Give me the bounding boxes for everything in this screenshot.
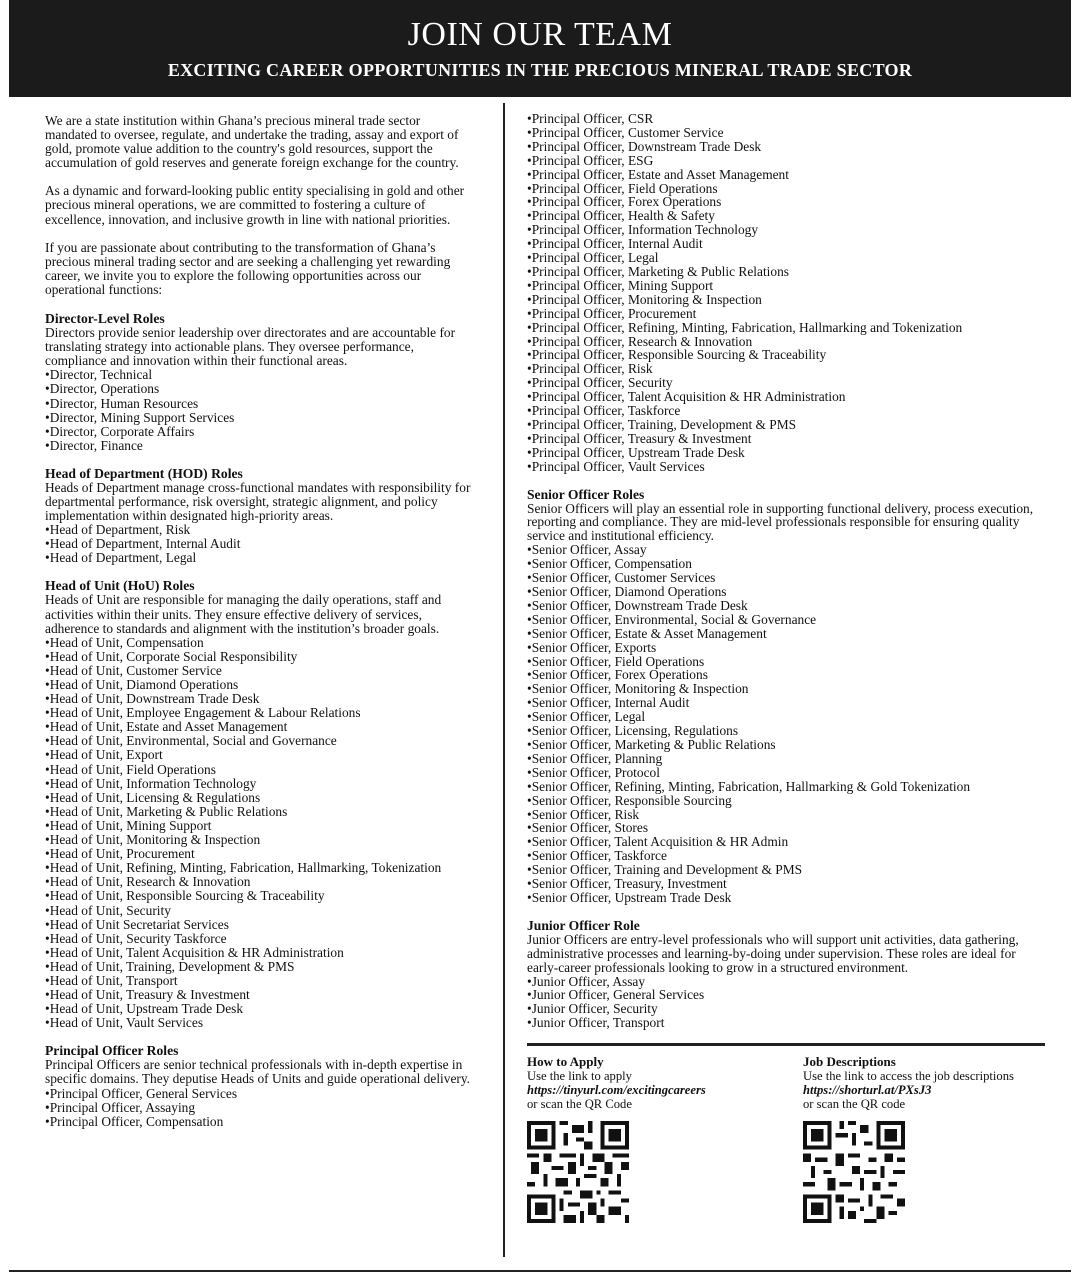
role-item: •Head of Unit, Treasury & Investment [45,987,250,1003]
role-item: •Principal Officer, Treasury & Investment [527,430,752,446]
role-item: •Head of Unit, Export [45,747,163,763]
intro-paragraph-2: As a dynamic and forward-looking public entity specialising in gold and other precious mineral operations, we are committed to fostering a culture of excellence, innovation, and inclusive growth in line with national priorities. [45,183,465,227]
role-item: •Principal Officer, Marketing & Public Relations [527,263,789,279]
role-item: •Senior Officer, Taskforce [527,848,667,864]
role-item: •Principal Officer, Taskforce [527,403,681,419]
role-item: •Senior Officer, Protocol [527,764,660,780]
role-item: •Head of Unit, Marketing & Public Relations [45,803,288,819]
role-item: •Head of Unit Secretariat Services [45,916,229,932]
section-description: Heads of Department manage cross-functional mandates with responsibility for departmental performance, risk oversight, strategic alignment, and policy implementation within designated high-priority areas. [45,479,471,524]
qr-code-icon[interactable] [527,1121,629,1223]
role-item: •Head of Unit, Training, Development & PMS [45,958,295,974]
role-item: •Head of Unit, Monitoring & Inspection [45,832,261,848]
role-item: •Head of Unit, Licensing & Regulations [45,789,261,805]
section-description: Principal Officers are senior technical professionals with in-depth expertise in specific domains. They deputise Heads of Units and guide operational delivery. [45,1057,471,1087]
role-item: •Principal Officer, Upstream Trade Desk [527,444,745,460]
role-item: •Senior Officer, Upstream Trade Desk [527,889,732,905]
role-item: •Senior Officer, Internal Audit [527,695,690,711]
role-item: •Director, Corporate Affairs [45,423,195,439]
jobdesc-link[interactable]: https://shorturl.at/PXsJ3 [803,1083,932,1098]
role-item: •Head of Unit, Customer Service [45,662,222,678]
role-item: •Head of Unit, Corporate Social Responsibility [45,648,298,664]
role-item: •Senior Officer, Training and Development & PMS [527,862,803,878]
role-item: •Head of Unit, Field Operations [45,761,216,777]
role-item: •Senior Officer, Planning [527,750,663,766]
role-item: •Head of Unit, Responsible Sourcing & Traceability [45,888,325,904]
role-item: •Head of Unit, Environmental, Social and Governance [45,733,337,749]
role-item: •Principal Officer, Customer Service [527,124,724,140]
role-list [45,1087,475,1129]
role-item: •Principal Officer, Training, Development & PMS [527,416,797,432]
qr-code-icon[interactable] [803,1121,905,1223]
role-item: •Senior Officer, Forex Operations [527,667,708,683]
role-item: •Principal Officer, Estate and Asset Management [527,166,789,182]
role-item: •Principal Officer, Refining, Minting, Fabrication, Hallmarking and Tokenization [527,319,963,335]
section-hod [45,466,475,566]
section-principal-continued [527,112,1047,474]
role-item: •Principal Officer, Field Operations [527,180,718,196]
role-item: •Head of Unit, Mining Support [45,817,212,833]
role-item: •Head of Unit, Diamond Operations [45,677,239,692]
role-item: •Principal Officer, Information Technology [527,222,759,238]
role-list [527,543,1047,905]
role-item: •Head of Department, Risk [45,522,191,538]
role-item: •Principal Officer, Compensation [45,1113,224,1129]
role-item: •Senior Officer, Legal [527,709,646,725]
jobdesc-heading: Job Descriptions [803,1054,896,1070]
role-item: •Senior Officer, Treasury, Investment [527,876,727,892]
role-item: •Junior Officer, General Services [527,987,705,1003]
role-item: •Head of Unit, Procurement [45,846,195,862]
role-list [45,636,475,1031]
role-item: •Director, Human Resources [45,395,199,411]
section-heading: Head of Department (HOD) Roles [45,465,243,481]
section-heading: Director-Level Roles [45,311,165,327]
role-item: •Principal Officer, Health & Safety [527,208,715,224]
role-item: •Principal Officer, Downstream Trade Desk [527,138,762,154]
role-item: •Senior Officer, Field Operations [527,653,705,669]
role-item: •Principal Officer, Procurement [527,305,697,321]
role-item: •Head of Unit, Transport [45,972,178,988]
section-heading: Head of Unit (HoU) Roles [45,578,195,594]
section-description: Junior Officers are entry-level professionals who will support unit activities, data gathering, administrative processes and learning-by-doing under supervision. These roles are ideal for early-career professionals looking to grow in a structured environment. [527,931,1019,975]
role-item: •Principal Officer, Forex Operations [527,194,722,210]
section-senior [527,487,1047,905]
role-item: •Head of Unit, Talent Acquisition & HR Administration [45,944,344,960]
role-item: •Head of Unit, Security Taskforce [45,930,227,946]
role-item: •Head of Unit, Employee Engagement & Labour Relations [45,705,361,721]
role-item: •Senior Officer, Compensation [527,556,692,572]
role-item: •Senior Officer, Stores [527,820,649,836]
role-item: •Senior Officer, Refining, Minting, Fabrication, Hallmarking & Gold Tokenization [527,778,971,794]
role-item: •Head of Department, Legal [45,550,197,566]
role-item: •Principal Officer, General Services [45,1085,238,1101]
job-descriptions [803,1055,1043,1223]
bottom-rule [9,1270,1071,1272]
role-item: •Senior Officer, Talent Acquisition & HR Admin [527,834,789,850]
role-item: •Senior Officer, Diamond Operations [527,584,727,599]
role-item: •Junior Officer, Security [527,1001,658,1017]
role-item: •Principal Officer, Assaying [45,1099,196,1115]
role-item: •Director, Operations [45,381,160,397]
role-item: •Director, Finance [45,437,143,453]
section-heading: Senior Officer Roles [527,486,645,502]
left-column [45,114,475,1142]
role-list [45,368,475,453]
role-item: •Principal Officer, Talent Acquisition & HR Administration [527,389,846,405]
role-item: •Senior Officer, Downstream Trade Desk [527,597,748,613]
role-item: •Senior Officer, Exports [527,639,657,655]
section-description: Heads of Unit are responsible for managing the daily operations, staff and activities within their units. They ensure effective delivery of services, adherence to standards and alignment with the institution’s broader goals. [45,592,442,636]
section-junior [527,918,1047,1030]
page-title: JOIN OUR TEAM [407,16,673,53]
role-item: •Principal Officer, Research & Innovation [527,333,753,349]
role-item: •Director, Technical [45,367,153,383]
role-item: •Senior Officer, Customer Services [527,570,716,586]
role-item: •Head of Unit, Downstream Trade Desk [45,691,260,707]
role-list [527,975,1047,1031]
role-item: •Junior Officer, Assay [527,973,646,989]
jobdesc-qr-text: or scan the QR code [803,1097,906,1112]
section-heading: Junior Officer Role [527,917,640,933]
role-item: •Junior Officer, Transport [527,1015,665,1031]
section-hou [45,578,475,1030]
role-item: •Head of Unit, Estate and Asset Management [45,719,288,735]
role-item: •Senior Officer, Estate & Asset Management [527,625,767,641]
section-description: Senior Officers will play an essential role in supporting functional delivery, process execution, reporting and compliance. They are mid-level professionals responsible for ensuring quality service and institutional efficiency. [527,500,1034,544]
role-item: •Senior Officer, Assay [527,542,647,558]
role-item: •Head of Unit, Security [45,902,171,918]
role-item: •Principal Officer, Internal Audit [527,236,703,252]
role-item: •Head of Department, Internal Audit [45,536,241,552]
role-item: •Principal Officer, Security [527,375,673,391]
role-item: •Head of Unit, Refining, Minting, Fabrication, Hallmarking, Tokenization [45,860,442,876]
apply-row [527,1055,1047,1223]
column-divider [503,103,505,1257]
role-item: •Senior Officer, Marketing & Public Relations [527,736,776,752]
intro-paragraph-3: If you are passionate about contributing to the transformation of Ghana’s precious mineral trading sector and are seeking a challenging yet rewarding career, we invite you to explore the following opportunities across our operational functions: [45,239,451,297]
role-item: •Director, Mining Support Services [45,409,235,425]
role-item: •Head of Unit, Research & Innovation [45,874,251,890]
intro-paragraph-1: We are a state institution within Ghana’s precious mineral trade sector mandated to oversee, regulate, and undertake the trading, assay and export of gold, promote value addition to the country's gold resources, support the accumulation of gold reserves and generate foreign exchange for the country. [45,113,459,171]
how-to-apply [527,1055,767,1223]
apply-text: Use the link to apply [527,1069,632,1084]
role-item: •Senior Officer, Responsible Sourcing [527,792,732,808]
role-item: •Head of Unit, Information Technology [45,775,257,791]
role-item: •Principal Officer, Vault Services [527,458,705,474]
role-item: •Senior Officer, Licensing, Regulations [527,723,739,739]
role-item: •Principal Officer, Risk [527,361,653,377]
role-item: •Principal Officer, Legal [527,250,659,266]
role-item: •Head of Unit, Compensation [45,634,204,650]
role-item: •Head of Unit, Upstream Trade Desk [45,1001,244,1017]
role-list [527,112,1047,474]
page-subtitle: EXCITING CAREER OPPORTUNITIES IN THE PRECIOUS MINERAL TRADE SECTOR [167,60,913,80]
apply-qr-text: or scan the QR Code [527,1097,632,1112]
apply-heading: How to Apply [527,1054,604,1070]
apply-link[interactable]: https://tinyurl.com/excitingcareers [527,1083,706,1098]
jobdesc-text: Use the link to access the job descriptions [803,1069,1014,1084]
section-description: Directors provide senior leadership over directorates and are accountable for translating strategy into actionable plans. They oversee performance, compliance and innovation within their functional areas. [45,325,456,369]
role-item: •Senior Officer, Risk [527,806,640,822]
role-item: •Senior Officer, Monitoring & Inspection [527,681,749,697]
role-item: •Senior Officer, Environmental, Social & Governance [527,611,817,627]
role-list [45,523,475,565]
right-column [527,112,1047,1223]
role-item: •Head of Unit, Vault Services [45,1015,204,1031]
section-director [45,311,475,453]
role-item: •Principal Officer, Mining Support [527,277,714,293]
header-banner [9,0,1071,97]
role-item: •Principal Officer, CSR [527,111,654,126]
role-item: •Principal Officer, Responsible Sourcing & Traceability [527,347,827,363]
role-item: •Principal Officer, Monitoring & Inspection [527,291,762,307]
apply-divider [527,1043,1045,1046]
section-principal [45,1043,475,1128]
section-heading: Principal Officer Roles [45,1043,179,1059]
role-item: •Principal Officer, ESG [527,152,654,168]
